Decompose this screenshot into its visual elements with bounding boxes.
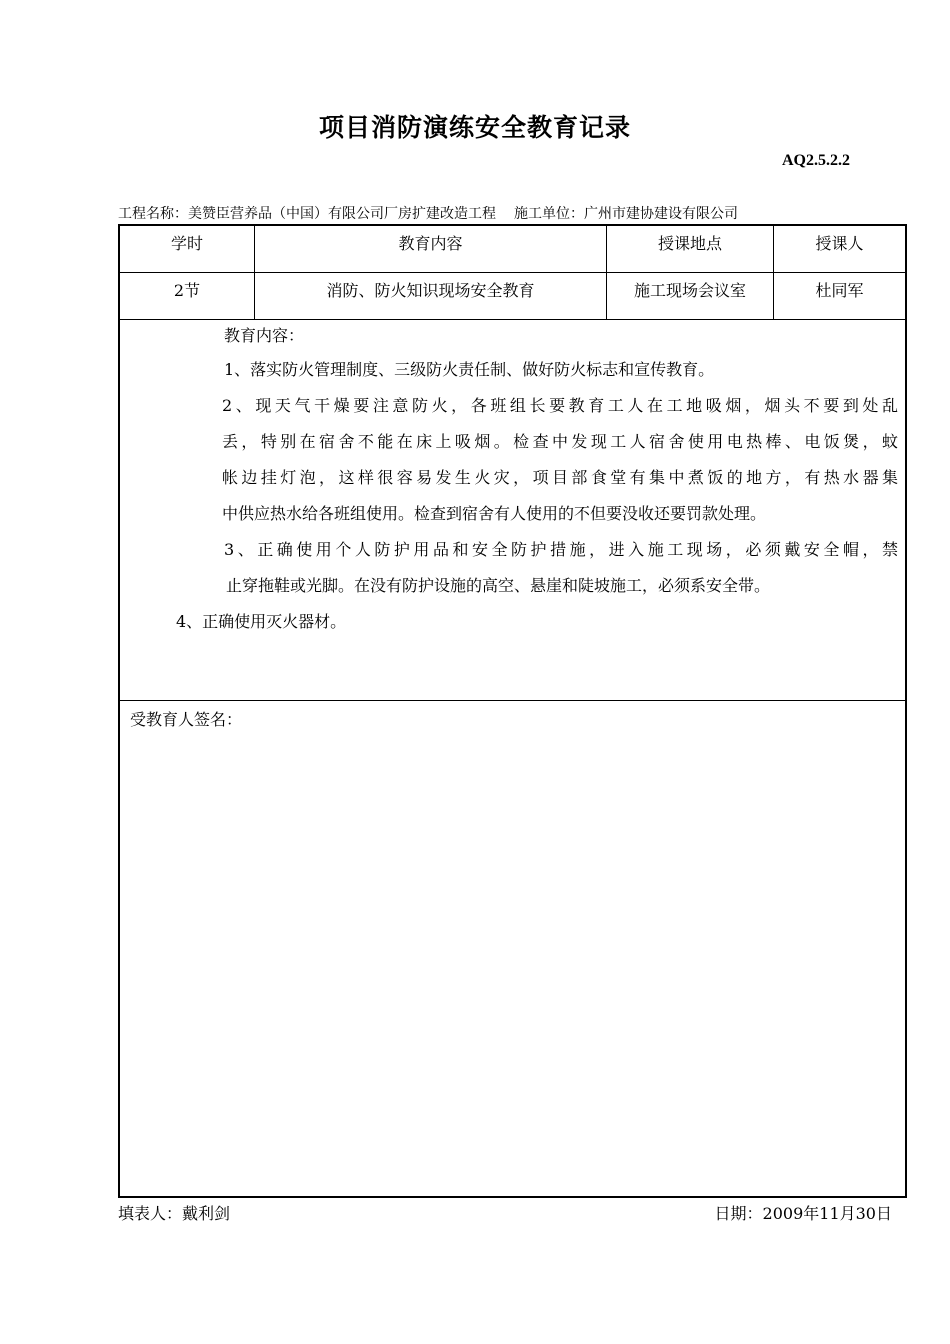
document-code: AQ2.5.2.2	[782, 152, 850, 169]
education-content-section	[120, 320, 905, 701]
table-header-row	[120, 226, 905, 273]
content-line: 止穿拖鞋或光脚。在没有防护设施的高空、悬崖和陡坡施工，必须系安全带。	[226, 576, 771, 595]
cell-content: 消防、防火知识现场安全教育	[255, 273, 607, 319]
header-content: 教育内容	[255, 226, 607, 272]
content-line: 丢，特别在宿舍不能在床上吸烟。检查中发现工人宿舍使用电热棒、电饭煲，蚊	[222, 432, 898, 451]
document-title: 项目消防演练安全教育记录	[318, 113, 631, 142]
signature-section	[120, 701, 905, 1196]
contractor-name: 施工单位：广州市建协建设有限公司	[514, 206, 738, 222]
content-line: 中供应热水给各班组使用。检查到宿舍有人使用的不但要没收还要罚款处理。	[222, 504, 767, 523]
form-date: 日期：2009年11月30日	[714, 1204, 892, 1223]
education-record-table	[118, 224, 907, 1198]
content-line: 帐边挂灯泡，这样很容易发生火灾，项目部食堂有集中煮饭的地方，有热水器集	[222, 468, 898, 487]
content-heading: 教育内容：	[224, 326, 305, 345]
project-info	[118, 203, 738, 223]
table-row	[120, 273, 905, 320]
content-line: 4、正确使用灭火器材。	[176, 612, 347, 631]
cell-location: 施工现场会议室	[607, 273, 774, 319]
header-instructor: 授课人	[815, 234, 864, 253]
header-hours: 学时	[120, 226, 255, 272]
header-location: 授课地点	[607, 226, 774, 272]
cell-instructor: 杜同军	[815, 281, 864, 300]
form-filler: 填表人：戴利剑	[118, 1204, 231, 1223]
content-line: 2、现天气干燥要注意防火，各班组长要教育工人在工地吸烟，烟头不要到处乱	[222, 396, 898, 415]
signature-label: 受教育人签名：	[130, 710, 243, 729]
cell-hours: 2节	[120, 273, 255, 319]
content-line: 1、落实防火管理制度、三级防火责任制、做好防火标志和宣传教育。	[224, 360, 715, 379]
project-name: 工程名称：美赞臣营养品（中国）有限公司厂房扩建改造工程	[118, 206, 496, 222]
content-line: 3、正确使用个人防护用品和安全防护措施，进入施工现场，必须戴安全帽，禁	[224, 540, 898, 559]
